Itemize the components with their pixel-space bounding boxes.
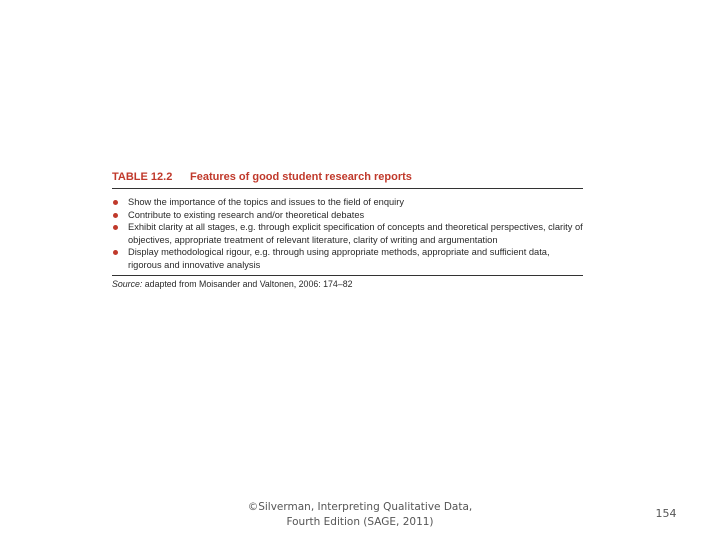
table-label: TABLE 12.2 xyxy=(112,171,173,183)
bullet-icon xyxy=(113,250,118,255)
table-bottom-rule xyxy=(112,275,583,276)
table-figure xyxy=(112,170,583,290)
source-text: adapted from Moisander and Valtonen, 2006: 174–82 xyxy=(144,279,353,289)
table-caption xyxy=(112,170,583,184)
table-title: Features of good student research reports xyxy=(190,171,412,183)
table-source xyxy=(112,278,583,290)
page-number: 154 xyxy=(655,507,677,520)
bullet-icon xyxy=(113,225,118,230)
list-item-text: Exhibit clarity at all stages, e.g. through explicit specification of concepts and theoretical perspectives, clarity of objectives, appropriate treatment of relevant literature, clarity of writing and argumentation xyxy=(128,222,583,245)
source-label: Source: xyxy=(112,279,143,289)
list-item xyxy=(112,209,583,222)
list-item xyxy=(112,246,583,271)
bullet-icon xyxy=(113,213,118,218)
feature-list xyxy=(112,196,583,271)
footer-line-2: Fourth Edition (SAGE, 2011) xyxy=(286,516,434,528)
list-item xyxy=(112,221,583,246)
copyright-footer xyxy=(200,500,520,530)
table-top-rule xyxy=(112,188,583,189)
list-item-text: Contribute to existing research and/or theoretical debates xyxy=(128,209,365,220)
bullet-icon xyxy=(113,200,118,205)
list-item-text: Display methodological rigour, e.g. through using appropriate methods, appropriate and sufficient data, rigorous and innovative analysis xyxy=(128,247,550,270)
footer-line-1: ©Silverman, Interpreting Qualitative Data, xyxy=(247,501,473,513)
list-item xyxy=(112,196,583,209)
list-item-text: Show the importance of the topics and issues to the field of enquiry xyxy=(128,197,404,207)
